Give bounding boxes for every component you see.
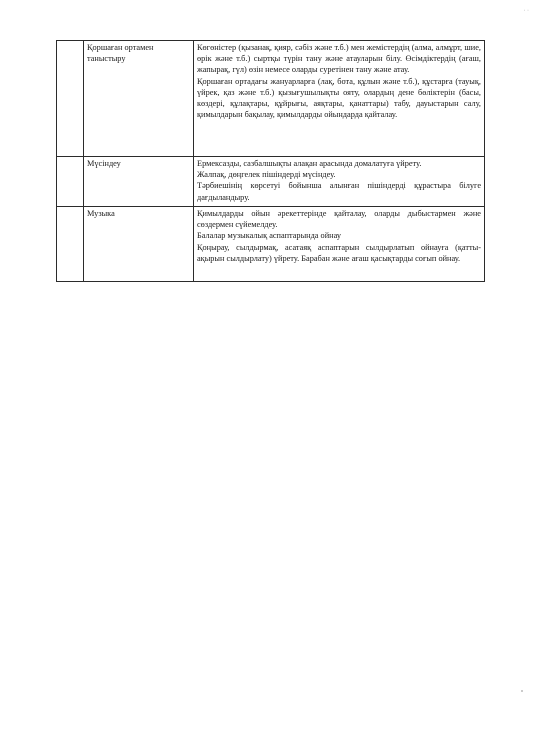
content-paragraph: Жалпақ, дөңгелек пішіндерді мүсіндеу.	[197, 170, 336, 180]
content-paragraph: Балалар музыкалық аспаптарында ойнау	[197, 231, 342, 241]
subject-cell	[84, 41, 194, 157]
subject-cell	[84, 207, 194, 282]
row-number-cell	[57, 207, 84, 282]
content-paragraph: Қоңырау, сылдырмақ, асатаяқ аспаптарын сылдырлатып ойнауға (қатты-ақырын сылдырлату) үйрету. Барабан және ағаш қасықтарды соғып ойнау.	[197, 242, 481, 263]
content-paragraph: Көгөністер (қызанақ, қияр, сәбіз және т.б.) мен жемістердің (алма, алмұрт, шие, өрік және т.б.) сыртқы түрін тану және атауларын білу. Өсімдіктердің (ағаш, жапырақ, гүл) өзін немесе оларды суретінен тану және атау.	[197, 43, 481, 75]
content-paragraph: Қимылдарды ойын әрекеттерінде қайталау, оларды дыбыстармен және сөздермен сүйемелдеу.	[197, 209, 481, 230]
content-cell	[194, 207, 485, 282]
content-paragraph: Қоршаған ортадағы жануарларға (лақ, бота, құлын және т.б.), құстарға (тауық, үйрек, қаз және т.б.) қызығушылықты ояту, олардың дене бөліктерін (басы, көздері, құлақтары, құйрығы, аяқтары, қанаттары) табу, дауыстарын салу, қимылдарын бақылау, қимылдарды ойындарда қайталау.	[197, 76, 481, 120]
row-number-cell	[57, 41, 84, 157]
table-row	[57, 207, 485, 282]
content-paragraph: Ермексазды, сазбалшықты алақан арасында домалатуға үйрету.	[197, 159, 422, 168]
curriculum-table	[56, 40, 485, 282]
scan-speck	[521, 690, 523, 692]
scan-artifact: · ·	[523, 8, 529, 14]
subject-label: Мүсіндеу	[87, 159, 121, 168]
subject-label: Қоршаған ортамен таныстыру	[87, 43, 154, 64]
content-cell	[194, 41, 485, 157]
subject-cell	[84, 157, 194, 207]
subject-label: Музыка	[87, 209, 115, 218]
content-paragraph: Тәрбиешінің көрсетуі бойынша алынған пішіндерді құрастыра білуге дағдыландыру.	[197, 181, 481, 202]
row-number-cell	[57, 157, 84, 207]
content-cell	[194, 157, 485, 207]
table-row	[57, 157, 485, 207]
table-row	[57, 41, 485, 157]
